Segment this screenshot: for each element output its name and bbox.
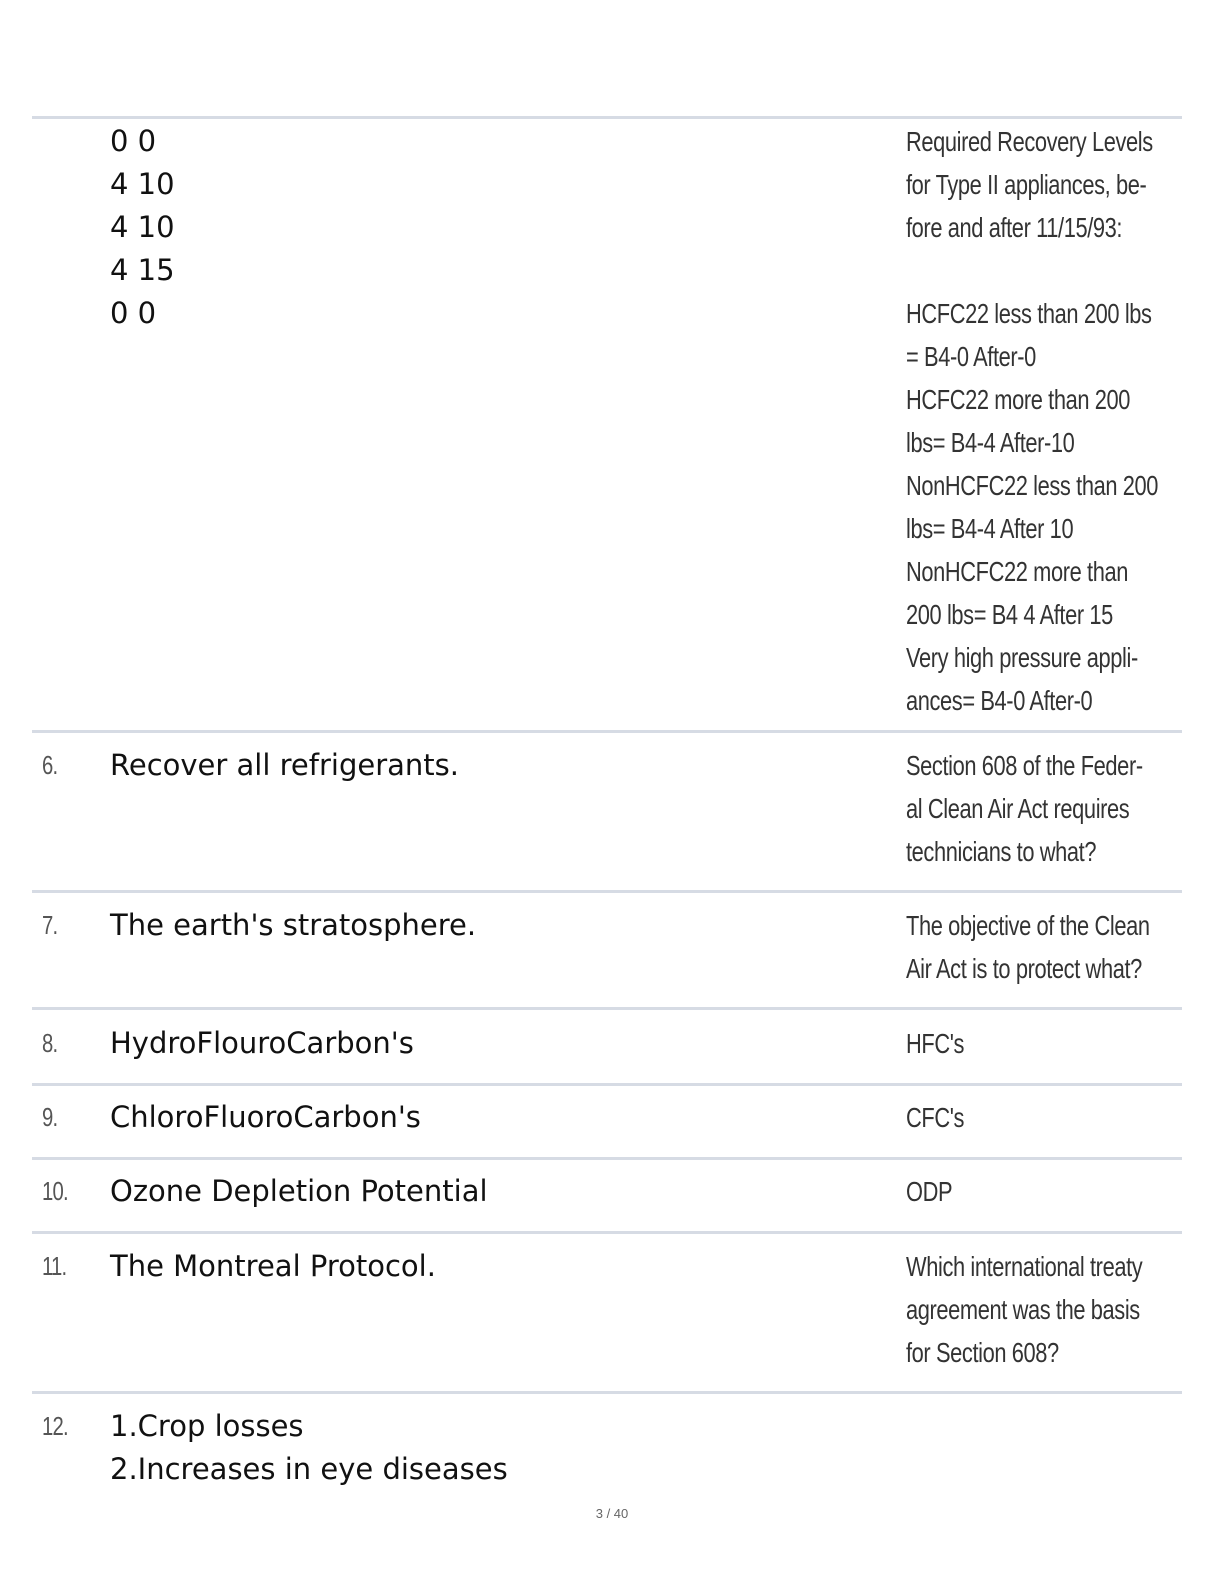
card-question: Required Recovery Levels for Type II appliances, be- fore and after 11/15/93: HCFC22 less than 200 lbs = B4-0 After-0 HCFC22 more than 200 lbs= B4-4 After-10 NonHCFC22 less than 200 lbs= B4-4 After 10 NonHCFC22 more than 200 lbs= B4 4 After 15 Very high pressure appli- ances= B4-0 After-0 (906, 126, 1159, 716)
divider (32, 1231, 1182, 1234)
card-question: Section 608 of the Feder- al Clean Air Act requires technicians to what? (906, 750, 1143, 867)
card-number: 7. (42, 910, 58, 940)
card-number: 8. (42, 1028, 58, 1058)
divider (32, 116, 1182, 119)
card-answer: Recover all refrigerants. (110, 748, 459, 782)
divider (32, 1083, 1182, 1086)
page-number: 3 / 40 (595, 1506, 629, 1521)
divider (32, 730, 1182, 733)
divider (32, 1157, 1182, 1160)
card-question: ODP (906, 1176, 953, 1207)
divider (32, 1007, 1182, 1010)
card-answer: The earth's stratosphere. (110, 908, 477, 942)
card-answer: Ozone Depletion Potential (110, 1174, 488, 1208)
card-answer: 0 0 4 10 4 10 4 15 0 0 (110, 124, 175, 330)
card-question: The objective of the Clean Air Act is to protect what? (906, 910, 1150, 984)
card-answer: ChloroFluoroCarbon's (110, 1100, 421, 1134)
card-number: 11. (42, 1251, 67, 1281)
card-question: Which international treaty agreement was the basis for Section 608? (906, 1251, 1143, 1368)
divider (32, 1391, 1182, 1394)
card-number: 9. (42, 1102, 58, 1132)
card-number: 6. (42, 750, 58, 780)
card-number: 12. (42, 1411, 68, 1441)
card-answer: The Montreal Protocol. (110, 1249, 436, 1283)
card-answer: 1.Crop losses 2.Increases in eye diseases (110, 1409, 508, 1486)
card-question: CFC's (906, 1102, 965, 1133)
card-answer: HydroFlouroCarbon's (110, 1026, 414, 1060)
card-number: 10. (42, 1176, 68, 1206)
divider (32, 890, 1182, 893)
card-question: HFC's (906, 1028, 965, 1059)
